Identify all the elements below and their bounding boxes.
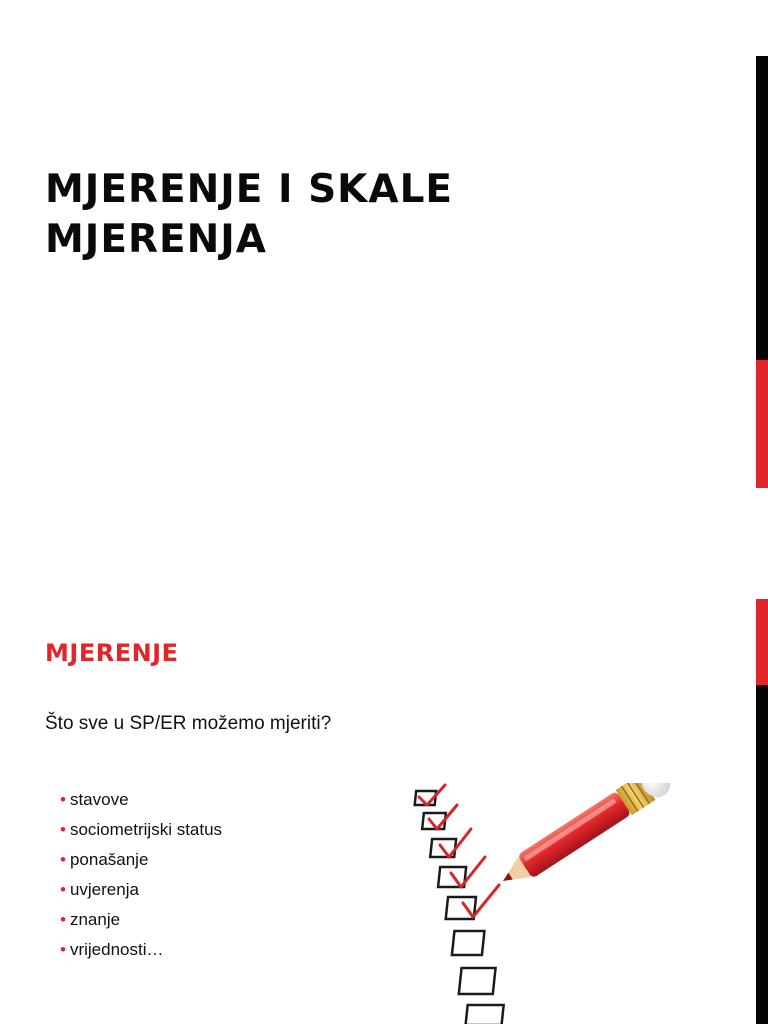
bullet-item <box>60 815 222 845</box>
bullet-text: ponašanje <box>69 850 149 869</box>
bullet-text: znanje <box>69 910 121 929</box>
slide-question: Što sve u SP/ER možemo mjeriti? <box>45 713 332 734</box>
slide-side-bar-black <box>756 56 768 360</box>
bullet-item <box>60 845 222 875</box>
bullet-dot-icon: • <box>60 790 66 809</box>
bullet-text: stavove <box>69 790 129 809</box>
bullet-text: uvjerenja <box>69 880 139 899</box>
bullet-list <box>60 785 222 965</box>
slide-side-bar-red <box>756 599 768 685</box>
slide-title: MJERENJE I SKALE MJERENJA <box>45 167 454 262</box>
bullet-dot-icon: • <box>60 850 66 869</box>
bullet-item <box>60 905 222 935</box>
checklist-pencil-icon <box>405 783 675 1024</box>
bullet-item <box>60 875 222 905</box>
bullet-dot-icon: • <box>60 940 66 959</box>
bullet-text: sociometrijski status <box>69 820 223 839</box>
slide-heading: MJERENJE <box>45 639 179 667</box>
bullet-dot-icon: • <box>60 820 66 839</box>
slide-side-bar-red <box>756 360 768 488</box>
bullet-text: vrijednosti… <box>69 940 164 959</box>
bullet-item <box>60 785 222 815</box>
slide-side-bar-black <box>756 685 768 1024</box>
bullet-dot-icon: • <box>60 880 66 899</box>
bullet-dot-icon: • <box>60 910 66 929</box>
bullet-item <box>60 935 222 965</box>
content-slide <box>0 578 768 1024</box>
